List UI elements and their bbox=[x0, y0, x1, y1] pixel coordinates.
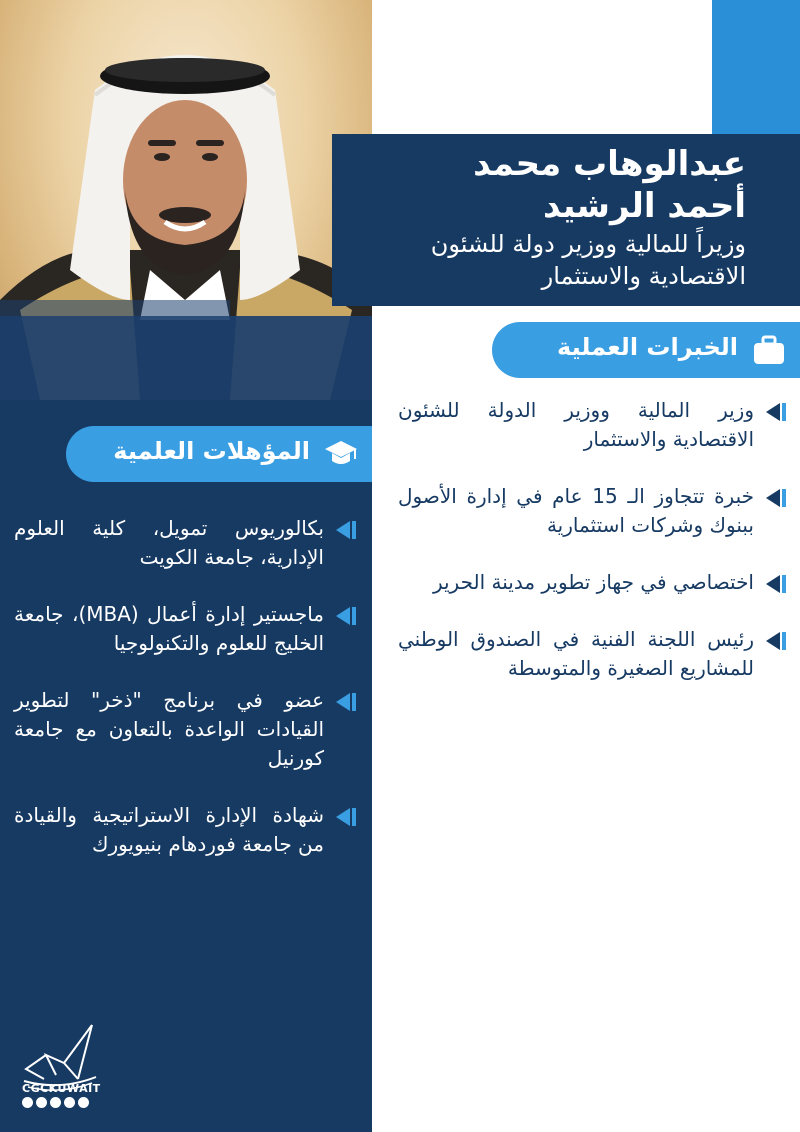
person-title-line2: الاقتصادية والاستثمار bbox=[541, 262, 746, 290]
person-name-line1: عبدالوهاب محمد bbox=[473, 144, 746, 184]
education-item-text: ماجستير إدارة أعمال (MBA)، جامعة الخليج للعلوم والتكنولوجيا bbox=[14, 602, 325, 655]
education-item-text: عضو في برنامج "ذخر" لتطوير القيادات الواعدة بالتعاون مع جامعة كورنيل bbox=[14, 688, 324, 770]
triangle-bullet-icon bbox=[334, 692, 358, 712]
person-title-line1: وزيراً للمالية ووزير دولة للشئون bbox=[430, 230, 746, 258]
education-item-text: شهادة الإدارة الاستراتيجية والقيادة من جامعة فوردهام بنيويورك bbox=[14, 803, 324, 856]
briefcase-icon bbox=[752, 334, 786, 366]
experience-heading: الخبرات العملية bbox=[557, 333, 738, 361]
education-header bbox=[66, 426, 372, 482]
list-item bbox=[14, 801, 358, 859]
list-item bbox=[14, 686, 358, 773]
triangle-bullet-icon bbox=[764, 402, 788, 422]
list-item bbox=[398, 625, 788, 683]
snapchat-icon[interactable] bbox=[22, 1097, 33, 1108]
experience-header bbox=[492, 322, 800, 378]
triangle-bullet-icon bbox=[764, 574, 788, 594]
triangle-bullet-icon bbox=[764, 488, 788, 508]
education-item-text: بكالوريوس تمويل، كلية العلوم الإدارية، جامعة الكويت bbox=[14, 516, 324, 569]
list-item bbox=[398, 482, 788, 540]
instagram-icon[interactable] bbox=[36, 1097, 47, 1108]
triangle-bullet-icon bbox=[334, 520, 358, 540]
list-item bbox=[14, 514, 358, 572]
list-item bbox=[398, 568, 788, 597]
triangle-bullet-icon bbox=[334, 807, 358, 827]
experience-item-text: خبرة تتجاوز الـ 15 عام في إدارة الأصول ببنوك وشركات استثمارية bbox=[398, 484, 754, 537]
social-icons bbox=[22, 1097, 89, 1108]
photo-overlay-strip bbox=[0, 300, 230, 316]
list-item bbox=[14, 600, 358, 658]
twitter-icon[interactable] bbox=[64, 1097, 75, 1108]
experience-item-text: رئيس اللجنة الفنية في الصندوق الوطني للمشاريع الصغيرة والمتوسطة bbox=[398, 627, 754, 680]
youtube-icon[interactable] bbox=[50, 1097, 61, 1108]
triangle-bullet-icon bbox=[764, 631, 788, 651]
list-item bbox=[398, 396, 788, 454]
experience-list bbox=[398, 396, 788, 711]
photo-overlay-band bbox=[0, 316, 372, 400]
graduation-cap-icon bbox=[324, 438, 358, 470]
triangle-bullet-icon bbox=[334, 606, 358, 626]
portrait-photo bbox=[0, 0, 372, 400]
facebook-icon[interactable] bbox=[78, 1097, 89, 1108]
education-heading: المؤهلات العلمية bbox=[113, 437, 310, 465]
person-name-line2: أحمد الرشيد bbox=[543, 186, 746, 226]
experience-item-text: وزير المالية ووزير الدولة للشئون الاقتصادية والاستثمار bbox=[398, 398, 754, 451]
education-list bbox=[14, 514, 358, 887]
experience-item-text: اختصاصي في جهاز تطوير مدينة الحرير bbox=[432, 570, 754, 594]
logo-text: CGCKUWAIT bbox=[22, 1082, 101, 1095]
name-panel bbox=[332, 134, 800, 306]
